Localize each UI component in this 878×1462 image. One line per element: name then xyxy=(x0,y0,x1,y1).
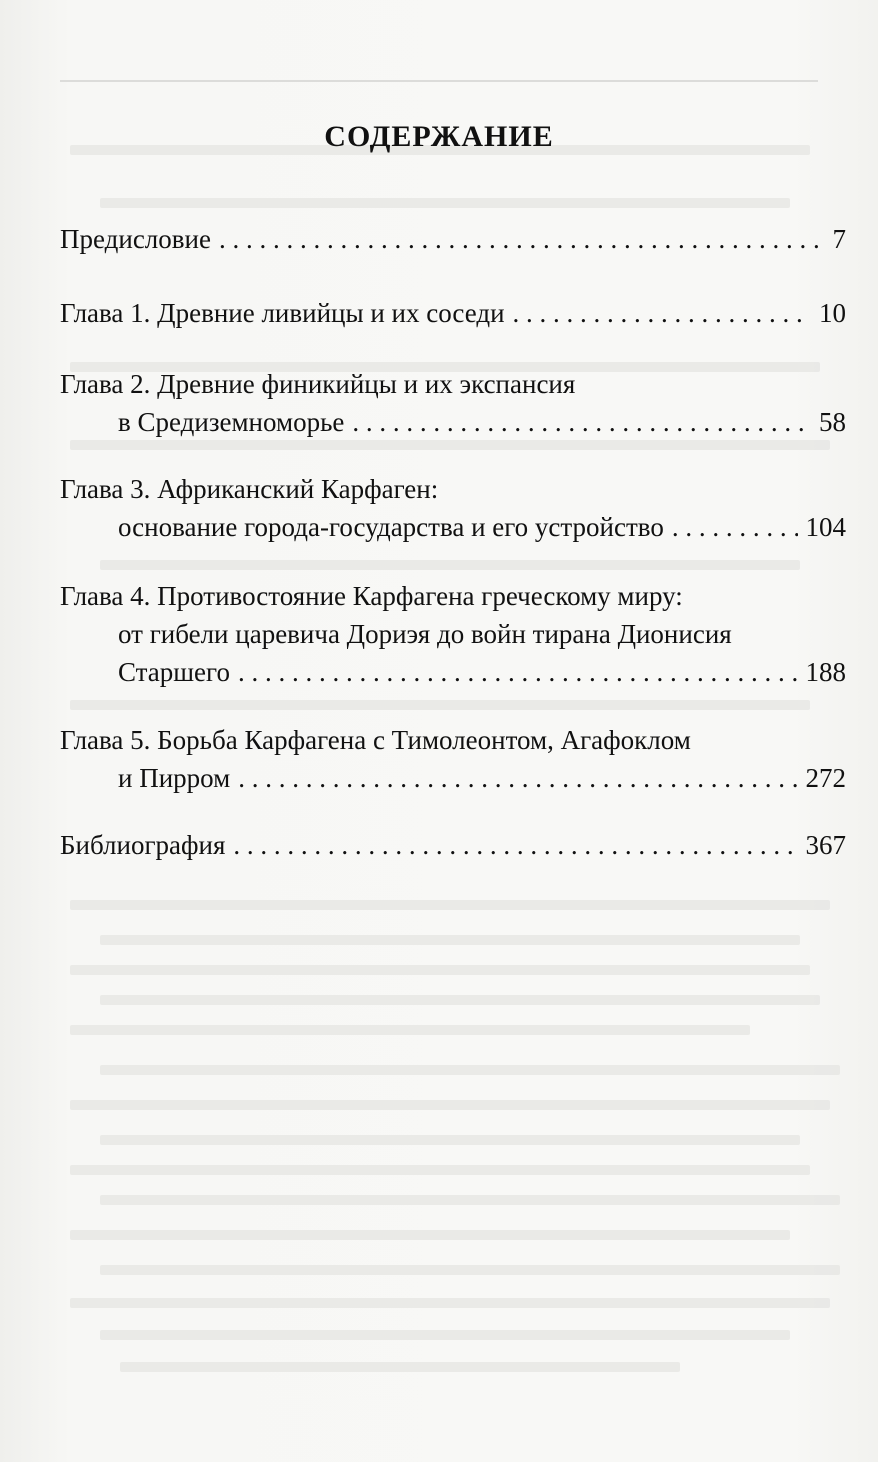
toc-entry-line xyxy=(60,721,846,759)
toc-page-number: 367 xyxy=(805,830,846,860)
toc-entry-line xyxy=(60,470,846,508)
toc-entry-line xyxy=(60,508,846,546)
toc-entry-text: Глава 4. Противостояние Карфагена греческому миру: xyxy=(60,581,683,611)
show-through-line xyxy=(100,935,800,945)
show-through-line xyxy=(100,198,790,208)
toc-entry-line xyxy=(60,365,846,403)
toc-entry-line xyxy=(60,759,846,797)
show-through-line xyxy=(70,1165,810,1175)
toc-entry-text: и Пирром xyxy=(118,763,231,793)
toc-entry-line xyxy=(60,615,846,653)
show-through-line xyxy=(70,900,830,910)
toc-entry-line xyxy=(60,826,846,864)
toc-entry-text: Предисловие xyxy=(60,224,211,254)
toc-leader-dots xyxy=(219,220,825,258)
toc-entry-text: Глава 1. Древние ливийцы и их соседи xyxy=(60,298,505,328)
toc-page-number: 104 xyxy=(805,512,846,542)
toc-entry-text: Глава 3. Африканский Карфаген: xyxy=(60,474,439,504)
toc-leader-dots xyxy=(238,653,798,691)
show-through-header-rule xyxy=(60,80,818,82)
toc-entry-line xyxy=(60,577,846,615)
toc-entry-text: от гибели царевича Дориэя до войн тирана Дионисия xyxy=(118,619,732,649)
toc-entry-chapter-2 xyxy=(60,365,846,441)
show-through-line xyxy=(120,1362,680,1372)
show-through-line xyxy=(100,560,800,570)
toc-page-number: 10 xyxy=(819,298,846,328)
toc-entry-text: Глава 5. Борьба Карфагена с Тимолеонтом, Агафоклом xyxy=(60,725,691,755)
toc-entry-line xyxy=(60,653,846,691)
toc-leader-dots xyxy=(672,508,798,546)
show-through-line xyxy=(70,700,810,710)
toc-page-number: 58 xyxy=(819,407,846,437)
toc-title: СОДЕРЖАНИЕ xyxy=(324,120,554,153)
toc-entry-chapter-1 xyxy=(60,294,846,332)
toc-entry-line xyxy=(60,294,846,332)
show-through-line xyxy=(100,1330,790,1340)
show-through-line xyxy=(70,1100,830,1110)
toc-leader-dots xyxy=(238,759,797,797)
show-through-line xyxy=(70,1230,790,1240)
toc-entry-text: Старшего xyxy=(118,657,230,687)
show-through-line xyxy=(70,440,830,450)
toc-entry-bibliography xyxy=(60,826,846,864)
toc-entry-line xyxy=(60,220,846,258)
toc-page-number: 272 xyxy=(805,763,846,793)
toc-page-number: 188 xyxy=(805,657,846,687)
toc-entry-text: Глава 2. Древние финикийцы и их экспансия xyxy=(60,369,576,399)
toc-leader-dots xyxy=(233,826,797,864)
show-through-line xyxy=(100,1195,840,1205)
show-through-line xyxy=(100,1135,800,1145)
show-through-line xyxy=(70,1025,750,1035)
toc-entry-chapter-4 xyxy=(60,577,846,691)
toc-leader-dots xyxy=(352,403,811,441)
show-through-line xyxy=(100,995,820,1005)
show-through-line xyxy=(70,1298,830,1308)
toc-leader-dots xyxy=(513,294,811,332)
toc-entry-text: основание города-государства и его устройство xyxy=(118,512,664,542)
toc-entry-text: в Средиземноморье xyxy=(118,407,345,437)
toc-entry-chapter-3 xyxy=(60,470,846,546)
show-through-line xyxy=(100,1065,840,1075)
show-through-line xyxy=(100,1265,840,1275)
show-through-line xyxy=(70,965,810,975)
toc-entry-preface xyxy=(60,220,846,258)
toc-page-number: 7 xyxy=(832,224,846,254)
toc-entry-chapter-5 xyxy=(60,721,846,797)
toc-entry-text: Библиография xyxy=(60,830,226,860)
toc-entry-line xyxy=(60,403,846,441)
